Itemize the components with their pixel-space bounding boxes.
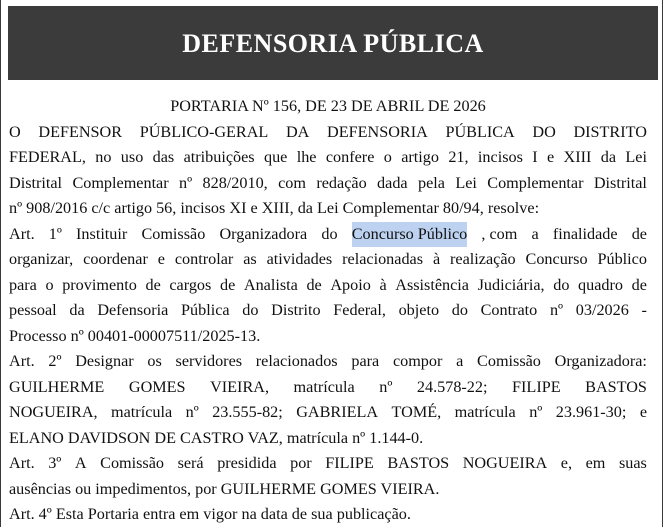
word: Distrital xyxy=(593,173,647,192)
word: NOGUEIRA, xyxy=(9,403,98,421)
word: e xyxy=(639,403,647,421)
word: Complementar xyxy=(72,173,169,192)
word: Distrital xyxy=(9,173,63,192)
word: a xyxy=(456,352,464,370)
header-title: DEFENSORIA PÚBLICA xyxy=(182,29,484,58)
word: cargos xyxy=(169,275,212,294)
word: 23.555-82; xyxy=(212,403,283,421)
article-2-line xyxy=(9,400,647,426)
word: A xyxy=(74,454,87,472)
word: dada xyxy=(377,173,408,192)
word: PÚBLICO-GERAL xyxy=(139,122,269,141)
word: FEDERAL, xyxy=(9,148,86,166)
article-2-line: ELANO DAVIDSON DE CASTRO VAZ, matrícula nº 1.144-0. xyxy=(9,428,424,447)
word: DEFENSOR xyxy=(38,122,123,141)
word: DEFENSORIA xyxy=(327,122,428,141)
word: compor xyxy=(392,352,443,370)
word: Complementar xyxy=(487,173,584,192)
word: a xyxy=(531,224,539,243)
word: nº xyxy=(179,173,193,192)
word: da xyxy=(600,148,617,166)
word: pessoal xyxy=(9,301,57,319)
word: XIII xyxy=(563,148,592,166)
word: PÚBLICA xyxy=(445,122,515,141)
word: Distrito xyxy=(271,301,321,319)
word: objeto xyxy=(398,301,440,319)
word: Contrato xyxy=(480,301,538,319)
word: , com xyxy=(481,224,518,243)
word: - xyxy=(641,301,647,319)
word: atribuições xyxy=(183,148,255,166)
word: I xyxy=(532,148,538,166)
word: matrícula xyxy=(454,403,516,421)
article-1 xyxy=(9,222,647,350)
word: matrícula xyxy=(111,403,173,421)
word: presidida xyxy=(217,454,277,472)
word: do xyxy=(321,224,338,243)
word: à xyxy=(379,275,387,294)
word: quadro xyxy=(578,275,623,294)
word: GABRIELA xyxy=(296,403,379,421)
word: finalidade xyxy=(552,224,618,243)
word: BASTOS xyxy=(585,377,647,396)
word: de xyxy=(306,275,322,294)
word: TOMÉ, xyxy=(391,403,442,421)
article-3-line: ausências ou impedimentos, por GUILHERME GOMES VIEIRA. xyxy=(9,479,440,498)
word: Assistência xyxy=(395,275,469,294)
word: Apoio xyxy=(330,275,371,294)
word: Instituir xyxy=(76,224,128,243)
preamble-line xyxy=(9,171,647,197)
article-2 xyxy=(9,349,647,451)
article-3 xyxy=(9,451,647,502)
word: e xyxy=(157,250,165,268)
word: Comissão xyxy=(100,454,164,472)
word: das xyxy=(152,148,175,166)
word: nº xyxy=(379,377,393,396)
preamble-paragraph xyxy=(9,120,647,222)
word: GOMES xyxy=(128,377,186,396)
selected-text-highlight[interactable]: Concurso Público xyxy=(352,222,468,248)
word: incisos xyxy=(477,148,523,166)
word: servidores xyxy=(175,352,243,370)
word: artigo xyxy=(401,148,439,166)
word: DO xyxy=(532,122,556,141)
word: provimento xyxy=(62,275,137,294)
word: Art. xyxy=(9,454,35,472)
word: 2º xyxy=(48,352,62,370)
word: NOGUEIRA xyxy=(462,454,548,472)
preamble-line: nº 908/2016 c/c artigo 56, incisos XI e XIII, da Lei Complementar 80/94, resolve: xyxy=(9,199,540,217)
word: à xyxy=(432,250,441,268)
word: Analista xyxy=(243,275,298,294)
word: o xyxy=(45,275,54,294)
word: Organizadora xyxy=(219,224,308,243)
word: 21, xyxy=(448,148,469,166)
word: 03/2026 xyxy=(575,301,629,319)
word: nº xyxy=(549,301,564,319)
word: Designar xyxy=(75,352,134,370)
word: da xyxy=(69,301,85,319)
word: FILIPE xyxy=(512,377,561,396)
word: o xyxy=(383,148,392,166)
word: atividades xyxy=(266,250,333,268)
document-body xyxy=(9,94,647,528)
word: Concurso xyxy=(525,250,588,268)
preamble-line xyxy=(9,145,647,171)
word: VIEIRA, xyxy=(210,377,269,396)
word: pela xyxy=(417,173,445,192)
word: do xyxy=(451,301,468,319)
word: organizar, xyxy=(9,250,74,268)
word: relacionadas xyxy=(342,250,424,268)
word: em xyxy=(585,454,606,472)
word: uso xyxy=(120,148,144,166)
word: coordenar xyxy=(83,250,148,268)
word: O xyxy=(9,122,21,141)
word: Comissão xyxy=(141,224,206,243)
word: as xyxy=(243,250,257,268)
word: controlar xyxy=(174,250,234,268)
word: BASTOS xyxy=(387,454,450,472)
word: de xyxy=(219,275,236,294)
word: os xyxy=(147,352,162,370)
word: redação xyxy=(316,173,367,192)
word: será xyxy=(177,454,204,472)
word: realização xyxy=(450,250,516,268)
word: de xyxy=(631,224,647,243)
word: nº xyxy=(185,403,199,421)
article-1-line xyxy=(9,247,647,273)
word: 3º xyxy=(48,454,62,472)
word: 24.578-22; xyxy=(416,377,488,396)
preamble-line xyxy=(9,120,647,146)
word: que xyxy=(263,148,288,166)
word: 1º xyxy=(48,224,62,243)
article-4-line: Art. 4º Esta Portaria entra em vigor na data de sua publicação. xyxy=(9,505,411,523)
word: confere xyxy=(325,148,375,166)
word: FILIPE xyxy=(325,454,374,472)
word: Judiciária, xyxy=(477,275,545,294)
word: Federal, xyxy=(333,301,386,319)
article-2-line xyxy=(9,349,647,375)
word: DISTRITO xyxy=(573,122,647,141)
word: GUILHERME xyxy=(9,377,105,396)
word: Pública xyxy=(181,301,230,319)
word: com xyxy=(278,173,306,192)
article-4 xyxy=(9,502,647,528)
word: por xyxy=(290,454,312,472)
article-2-line xyxy=(9,375,647,401)
word: Art. xyxy=(9,352,35,370)
article-1-line xyxy=(9,298,647,324)
word: relacionados xyxy=(255,352,338,370)
word: Lei xyxy=(625,148,647,166)
word: de xyxy=(631,275,647,294)
word: no xyxy=(95,148,112,166)
portaria-heading: PORTARIA Nº 156, DE 23 DE ABRIL DE 2026 xyxy=(170,97,486,115)
word: DA xyxy=(285,122,310,141)
word: e, xyxy=(560,454,573,472)
word: lhe xyxy=(296,148,317,166)
word: matrícula xyxy=(293,377,355,396)
word: para xyxy=(351,352,380,370)
word: Organizadora: xyxy=(554,352,647,370)
word: do xyxy=(242,301,259,319)
word: Lei xyxy=(455,173,477,192)
article-1-line: Processo nº 00401-00007511/2025-13. xyxy=(9,326,261,345)
word: Defensoria xyxy=(97,301,169,319)
word: Comissão xyxy=(477,352,541,370)
word: nº xyxy=(529,403,543,421)
word: suas xyxy=(618,454,647,472)
word: Art. xyxy=(9,224,35,243)
word: 23.961-30; xyxy=(555,403,627,421)
word: e xyxy=(547,148,555,166)
word: 828/2010, xyxy=(202,173,268,192)
article-1-line-1 xyxy=(9,222,647,248)
word: para xyxy=(9,275,37,294)
word: Público xyxy=(597,250,647,268)
header-banner xyxy=(8,6,658,80)
word: do xyxy=(553,275,570,294)
word: de xyxy=(145,275,161,294)
article-3-line xyxy=(9,451,647,477)
article-1-line xyxy=(9,273,647,299)
